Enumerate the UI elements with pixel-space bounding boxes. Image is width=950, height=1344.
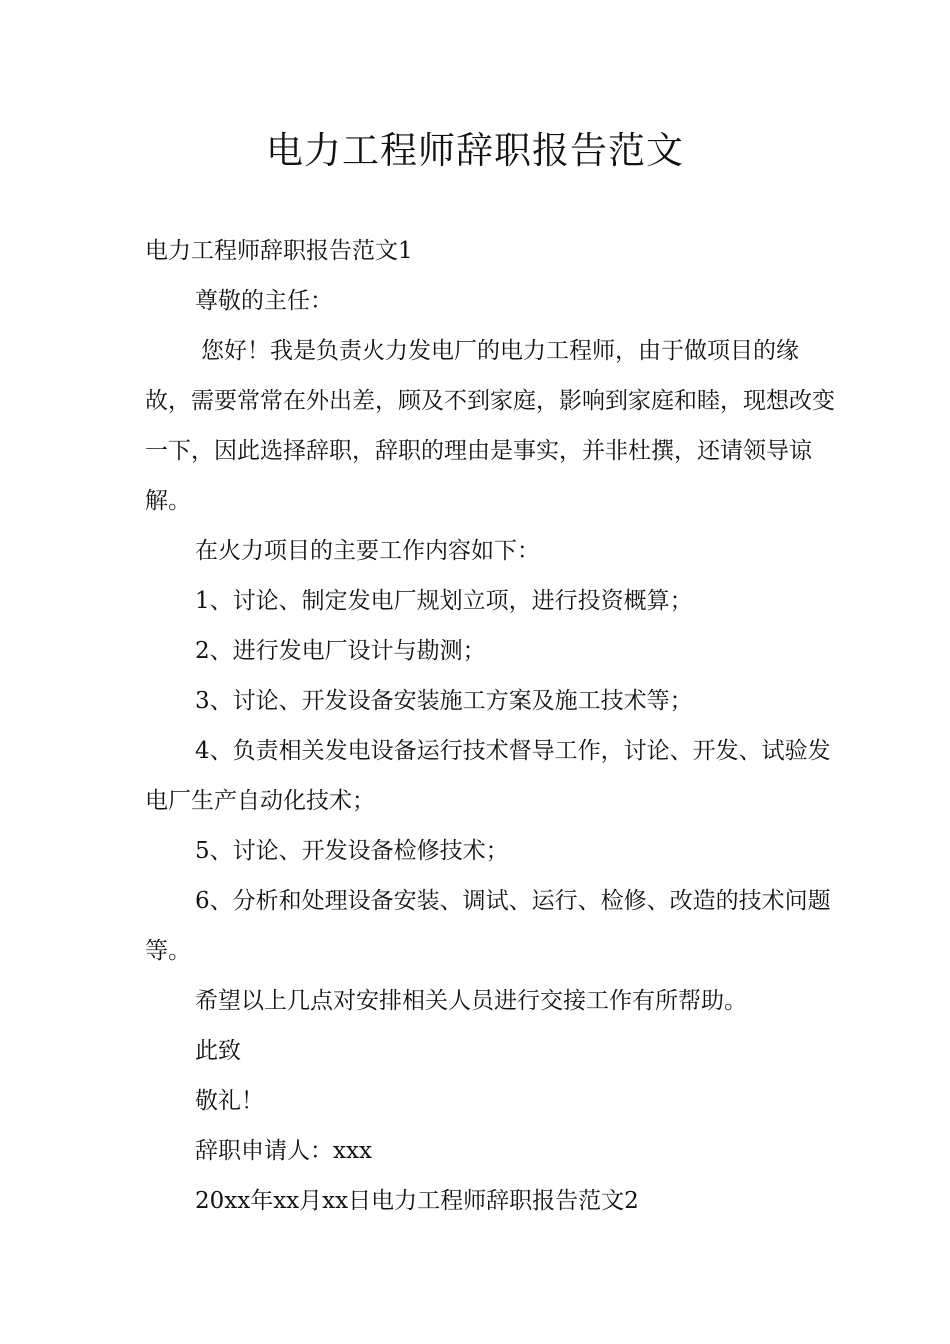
document-title: 电力工程师辞职报告范文 — [266, 129, 684, 172]
salutation: 尊敬的主任： — [195, 288, 333, 314]
closing-line: 此致 — [195, 1038, 241, 1064]
list-item: 2、进行发电厂设计与勘测； — [195, 638, 486, 664]
list-item: 6、分析和处理设备安装、调试、运行、检修、改造的技术问题等。 — [145, 888, 831, 964]
document-body — [145, 226, 835, 1226]
list-item: 1、讨论、制定发电厂规划立项，进行投资概算； — [195, 588, 693, 614]
paragraph: 您好！我是负责火力发电厂的电力工程师，由于做项目的缘故，需要常常在外出差，顾及不到家庭，影响到家庭和睦，现想改变一下，因此选择辞职，辞职的理由是事实，并非杜撰，还请领导谅解。 — [145, 338, 835, 514]
list-item: 5、讨论、开发设备检修技术； — [195, 838, 509, 864]
list-item: 3、讨论、开发设备安装施工方案及施工技术等； — [195, 688, 693, 714]
date-line: 20xx年xx月xx日电力工程师辞职报告范文2 — [195, 1188, 639, 1214]
list-item: 4、负责相关发电设备运行技术督导工作，讨论、开发、试验发电厂生产自动化技术； — [145, 738, 831, 814]
list-intro: 在火力项目的主要工作内容如下： — [195, 538, 540, 564]
signature: 辞职申请人：xxx — [195, 1138, 372, 1164]
closing-salute: 敬礼！ — [195, 1088, 264, 1114]
section-heading: 电力工程师辞职报告范文1 — [145, 238, 413, 264]
hope-paragraph: 希望以上几点对安排相关人员进行交接工作有所帮助。 — [195, 988, 747, 1014]
